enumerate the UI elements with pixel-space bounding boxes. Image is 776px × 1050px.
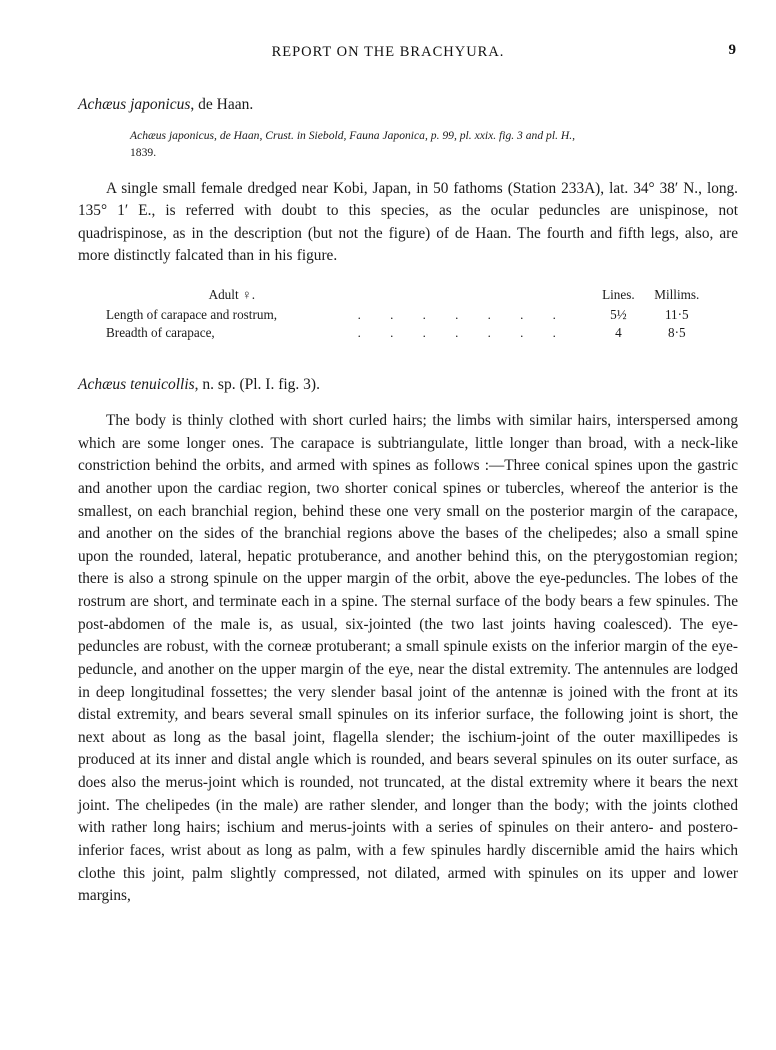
table-header-spacer xyxy=(358,286,590,306)
measurements-table xyxy=(106,286,706,342)
row-leader: . . . . . . . xyxy=(357,307,569,323)
species-heading-2 xyxy=(78,376,738,394)
row-millims: 11·5 xyxy=(664,307,689,323)
row-millims: 8·5 xyxy=(667,325,686,341)
row-label: Breadth of carapace, xyxy=(106,325,215,341)
table-row xyxy=(106,324,706,342)
table-header-row xyxy=(106,286,706,306)
table-col-millims: Millims. xyxy=(654,287,700,303)
species-author-1: , de Haan. xyxy=(190,96,254,113)
species-name-2: Achæus tenuicollis xyxy=(78,376,195,394)
row-lines: 4 xyxy=(615,325,622,341)
paragraph-2: The body is thinly clothed with short curled hairs; the limbs with similar hairs, interspersed among which are some longer ones. The carapace is subtriangulate, little longer than broad, with a neck-like constriction behind the orbits, and armed with spines as follows :—Three conical spines upon the gastric and another upon the cardiac region, two shorter conical spines or tubercles, whereof the anterior is the smallest, on each branchial region, behind these one very small on the posterior margin of the carapace, and another on the sides of the branchial regions above the bases of the chelipedes; also a small spine upon the rounded, lateral, hepatic protuberance, and another behind this, on the pterygostomian region; there is also a strong spinule on the upper margin of the orbit, above the eye-peduncles. The lobes of the rostrum are short, and terminate each in a spine. The sternal surface of the body bears a few spinules. The post-abdomen of the male is, as usual, six-jointed (the two last joints having coalesced). The eye-peduncles are robust, with the corneæ protuberant; a small spinule exists on the inferior margin of the eye-peduncle, and another on the upper margin of the eye, near the distal extremity. The antennules are lodged in deep longitudinal fossettes; the very slender basal joint of the antennæ is joined with the front at its distal extremity, and bears several small spinules on its inferior surface, the following joint is short, the next about as long as the basal joint, flagella slender; the ischium-joint of the outer maxillipedes is produced at its inner and distal angle which is rounded, and bears several spinules on its outer surface, as does also the merus-joint which is rounded, not truncated, at the distal extremity where it bears the next joint. The chelipedes (in the male) are rather slender, and longer than the body; with the joints clothed with rather long hairs; ischium and merus-joints with a series of spinules on their antero- and postero-inferior faces, wrist about as long as palm, with a few spinules hardly discernible amid the hairs which clothe this joint, palm slightly compressed, not dilated, armed with spinules on its upper and lower margins, xyxy=(78,412,738,905)
species-name-1: Achæus japonicus xyxy=(78,96,191,113)
citation-line-2: 1839. xyxy=(130,145,157,159)
row-label: Length of carapace and rostrum, xyxy=(106,307,277,323)
row-lines: 5½ xyxy=(610,307,627,323)
row-leader: . . . . . . . xyxy=(357,325,569,341)
page-content xyxy=(78,88,738,908)
citation-block-1 xyxy=(130,128,730,162)
running-head: REPORT ON THE BRACHYURA. xyxy=(271,44,505,60)
table-caption: Adult ♀. xyxy=(208,287,256,303)
page-number: 9 xyxy=(728,42,736,58)
paragraph-1: A single small female dredged near Kobi, Japan, in 50 fathoms (Station 233A), lat. 34° 38′ N., long. 135° 1′ E., is referred with doubt to this species, as the ocular peduncles are unispinose, not quadrispinose, as in the description (but not the figure) of de Haan. The fourth and fifth legs, also, are more distinctly falcated than in his figure. xyxy=(78,179,738,265)
table-col-lines: Lines. xyxy=(602,287,635,303)
citation-line-1: Achæus japonicus, de Haan, Crust. in Siebold, Fauna Japonica, p. 99, pl. xxix. fig. 3 and pl. H., xyxy=(130,129,576,142)
species-heading-1 xyxy=(78,96,738,114)
species-author-2: , n. sp. (Pl. I. fig. 3). xyxy=(194,376,320,394)
page-header xyxy=(0,44,776,64)
table-row xyxy=(106,306,706,324)
